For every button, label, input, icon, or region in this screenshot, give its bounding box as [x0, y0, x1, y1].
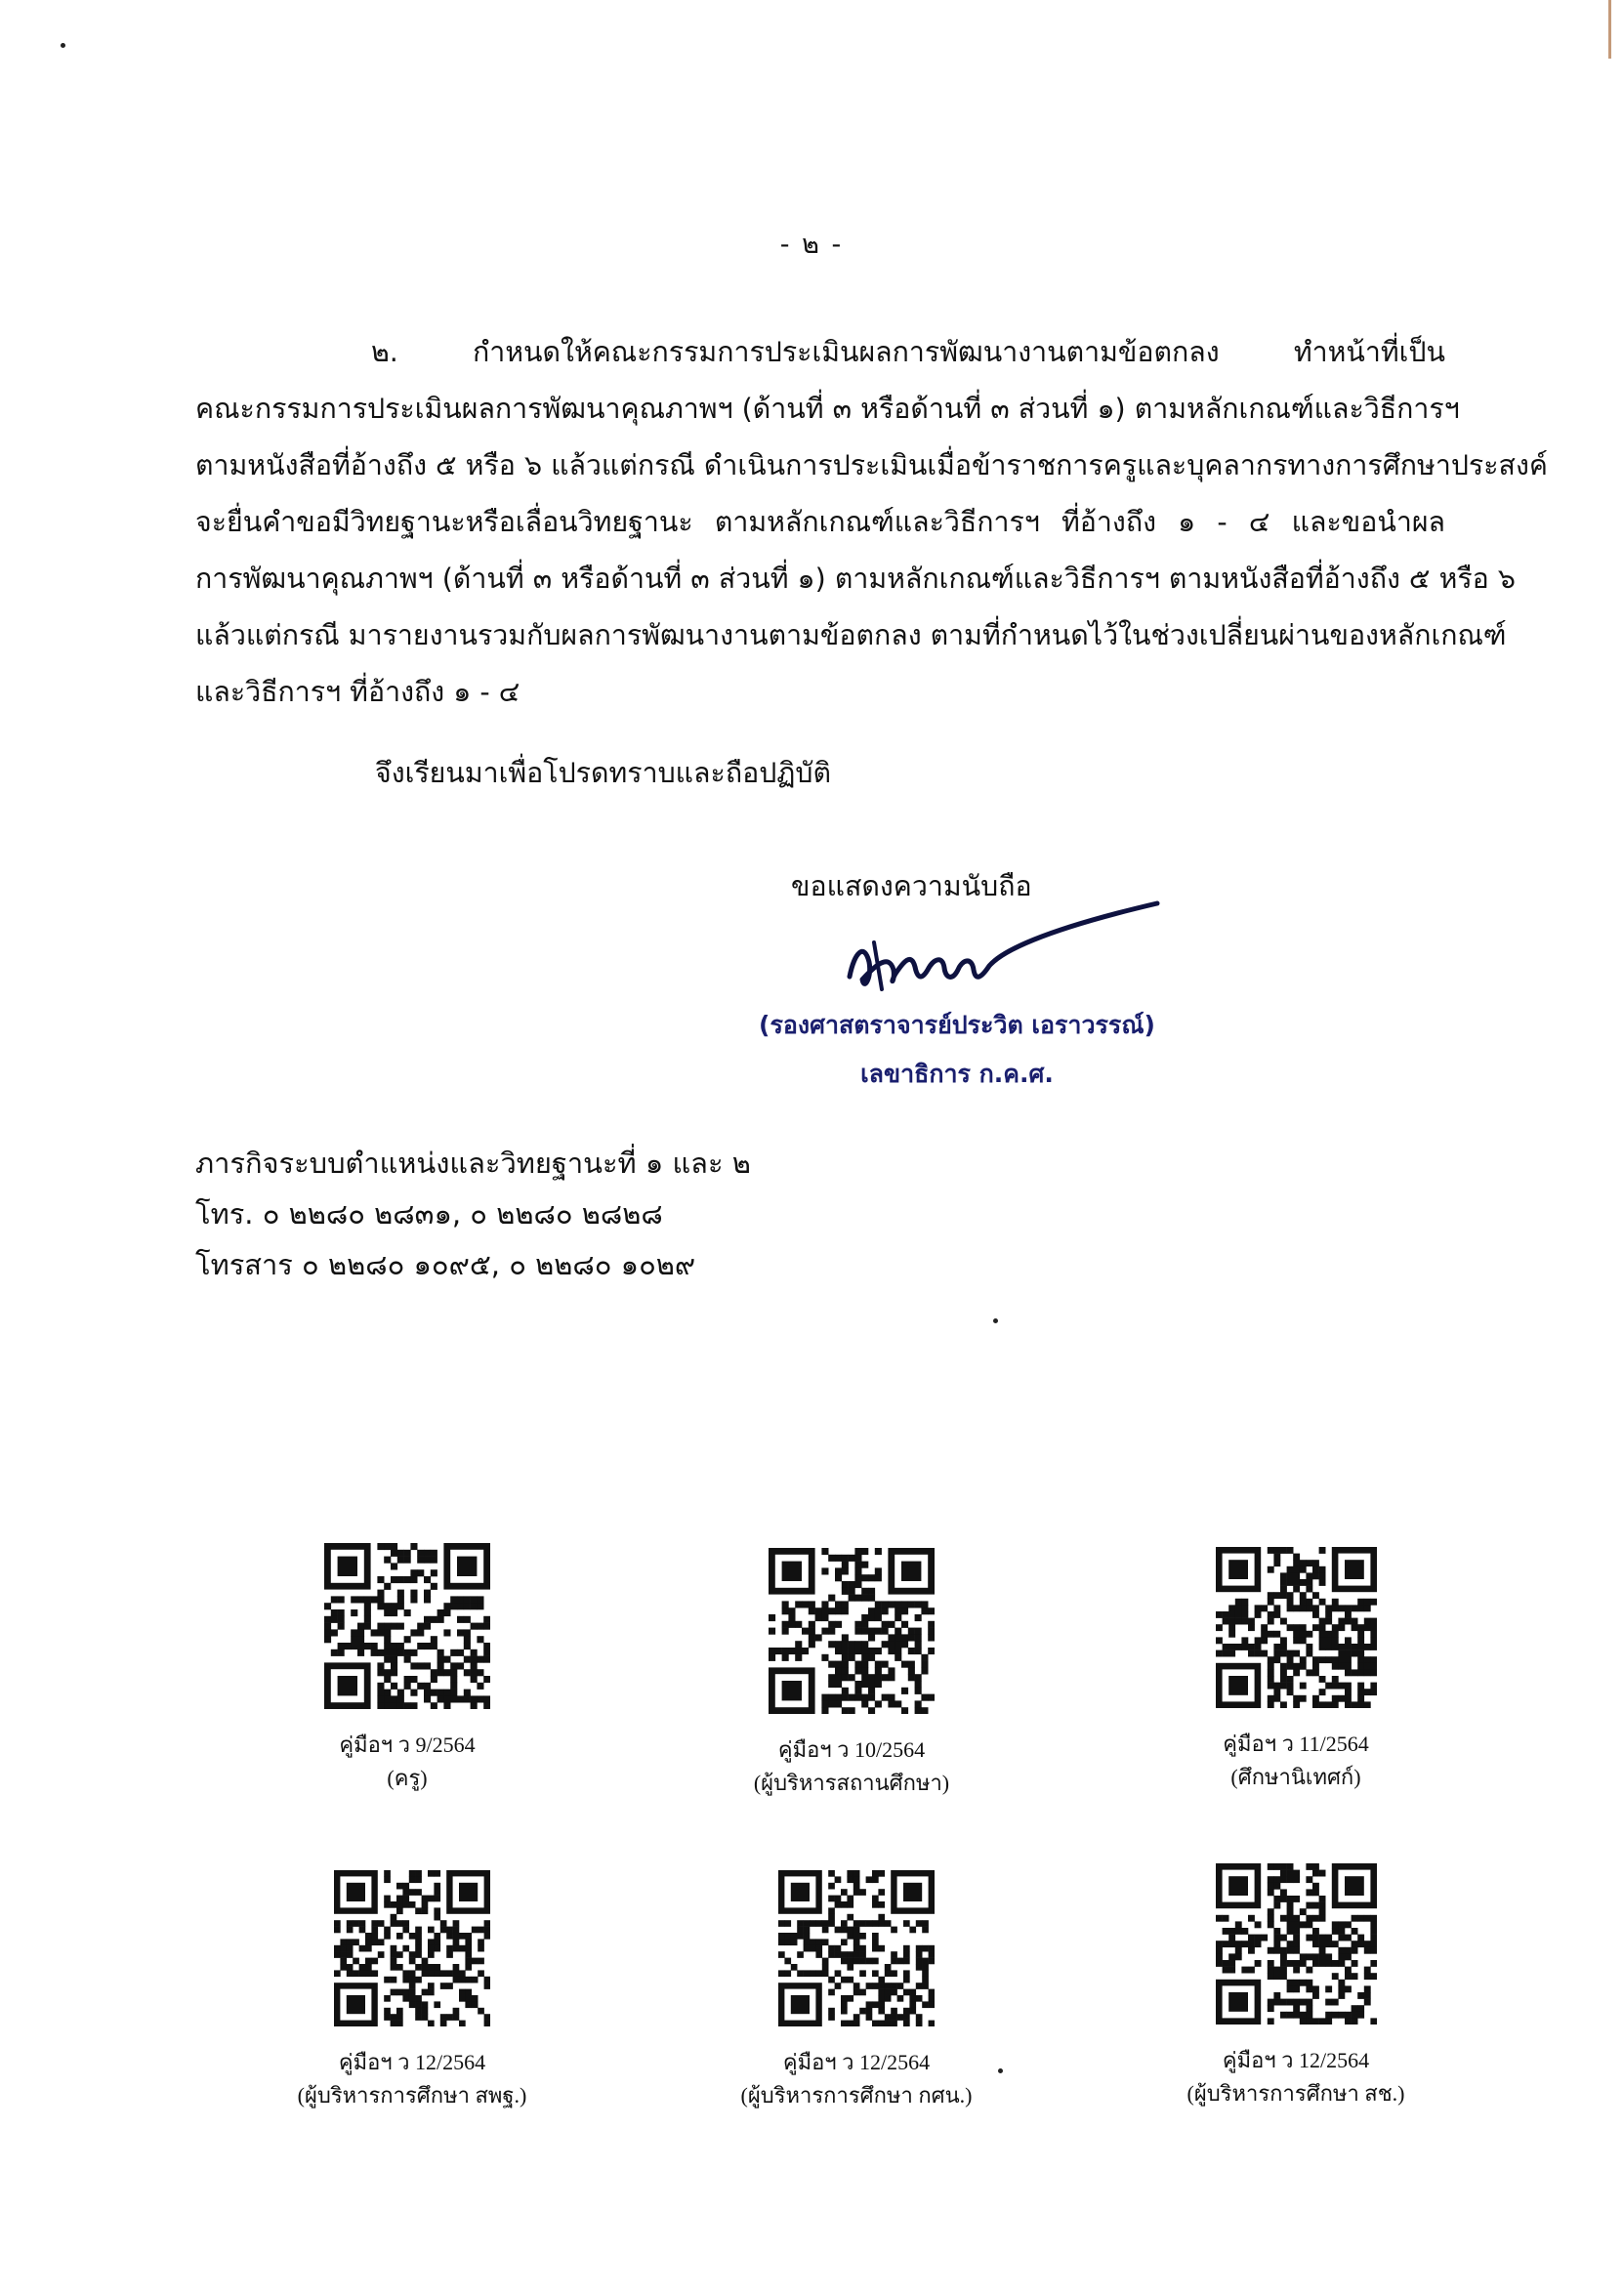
paragraph-line: แล้วแต่กรณี มารายงานรวมกับผลการพัฒนางานตามข้อตกลง ตามที่กำหนดไว้ในช่วงเปลี่ยนผ่านของหลักเกณฑ์ [195, 619, 1507, 651]
qr-code-icon[interactable] [778, 1870, 935, 2026]
contact-phone: โทร. ๐ ๒๒๘๐ ๒๘๓๑, ๐ ๒๒๘๐ ๒๘๒๘ [195, 1197, 663, 1231]
paragraph-line: คณะกรรมการประเมินผลการพัฒนาคุณภาพฯ (ด้านที่ ๓ หรือด้านที่ ๓ ส่วนที่ ๑) ตามหลักเกณฑ์และวิธีการฯ [195, 393, 1460, 425]
qr-item [710, 1870, 1003, 2112]
contact-block [195, 1138, 751, 1290]
qr-item [1149, 1863, 1442, 2110]
qr-code-icon[interactable] [1216, 1863, 1377, 2025]
qr-code-icon[interactable] [334, 1870, 490, 2026]
paragraph-line: และวิธีการฯ ที่อ้างถึง ๑ - ๔ [195, 676, 520, 708]
paragraph-line: การพัฒนาคุณภาพฯ (ด้านที่ ๓ หรือด้านที่ ๓ ส่วนที่ ๑) ตามหลักเกณฑ์และวิธีการฯ ตามหนังสือที่อ้างถึง ๕ หรือ ๖ [195, 563, 1516, 595]
handwritten-signature [835, 884, 1172, 1011]
closing-line: จึงเรียนมาเพื่อโปรดทราบและถือปฏิบัติ [375, 757, 832, 789]
signer-name: (รองศาสตราจารย์ประวิต เอราวรรณ์) [759, 1011, 1155, 1039]
scan-speck [61, 43, 65, 48]
qr-title: คู่มือฯ ว 12/2564 [1222, 2048, 1370, 2072]
qr-subtitle: (ผู้บริหารการศึกษา สช.) [1186, 2081, 1405, 2106]
page-edge-mark [1608, 0, 1611, 59]
qr-item [1149, 1547, 1442, 1794]
qr-subtitle: (ผู้บริหารสถานศึกษา) [753, 1771, 950, 1795]
page-number: - ๒ - [779, 230, 844, 260]
signer-title: เลขาธิการ ก.ค.ศ. [860, 1060, 1054, 1088]
contact-fax: โทรสาร ๐ ๒๒๘๐ ๑๐๙๕, ๐ ๒๒๘๐ ๑๐๒๙ [195, 1248, 696, 1281]
qr-subtitle: (ครู) [387, 1766, 428, 1790]
qr-item [266, 1870, 559, 2112]
regards-line: ขอแสดงความนับถือ [791, 870, 1032, 902]
qr-code-icon[interactable] [1216, 1547, 1377, 1708]
qr-title: คู่มือฯ ว 12/2564 [338, 2050, 486, 2074]
body-paragraph [195, 324, 1548, 721]
scan-speck [993, 1318, 998, 1323]
qr-code-icon[interactable] [769, 1548, 935, 1714]
qr-subtitle: (ผู้บริหารการศึกษา กศน.) [740, 2083, 973, 2108]
qr-subtitle: (ผู้บริหารการศึกษา สพฐ.) [297, 2083, 527, 2108]
qr-code-icon[interactable] [324, 1543, 490, 1709]
paragraph-line: ๒. กำหนดให้คณะกรรมการประเมินผลการพัฒนางานตามข้อตกลง ทำหน้าที่เป็น [371, 336, 1445, 368]
paragraph-line: ตามหนังสือที่อ้างถึง ๕ หรือ ๖ แล้วแต่กรณี ดำเนินการประเมินเมื่อข้าราชการครูและบุคลากรทางการศึกษาประสงค์ [195, 449, 1548, 481]
contact-unit: ภารกิจระบบตำแหน่งและวิทยฐานะที่ ๑ และ ๒ [195, 1147, 751, 1180]
qr-title: คู่มือฯ ว 11/2564 [1223, 1732, 1369, 1756]
qr-item [705, 1548, 998, 1800]
qr-title: คู่มือฯ ว 9/2564 [339, 1732, 476, 1757]
qr-subtitle: (ศึกษานิเทศก์) [1230, 1765, 1361, 1789]
paragraph-line: จะยื่นคำขอมีวิทยฐานะหรือเลื่อนวิทยฐานะ ตามหลักเกณฑ์และวิธีการฯ ที่อ้างถึง ๑ - ๔ และขอนำผล [195, 506, 1445, 538]
qr-title: คู่มือฯ ว 10/2564 [777, 1737, 926, 1762]
qr-title: คู่มือฯ ว 12/2564 [782, 2050, 931, 2074]
qr-item [261, 1543, 554, 1795]
